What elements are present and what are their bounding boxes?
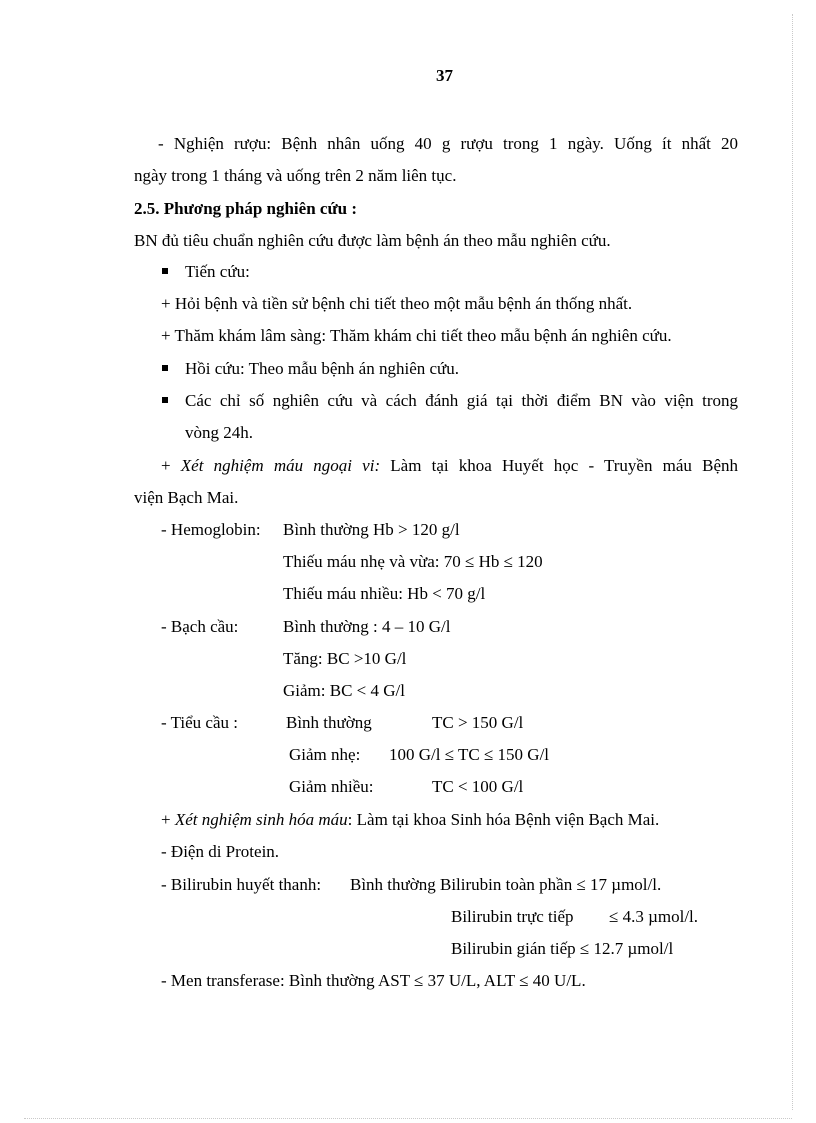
- bullet-square-icon: [162, 397, 168, 403]
- bullet-chi-so-line2: vòng 24h.: [185, 423, 253, 442]
- hemoglobin-row2: Thiếu máu nhẹ và vừa: 70 ≤ Hb ≤ 120: [283, 552, 543, 571]
- men-transferase: - Men transferase: Bình thường AST ≤ 37 U/L, ALT ≤ 40 U/L.: [161, 971, 586, 990]
- bilirubin-row3: Bilirubin gián tiếp ≤ 12.7 µmol/l: [451, 939, 674, 958]
- bullet-chi-so-line1: Các chỉ số nghiên cứu và cách đánh giá tại thời điểm BN vào viện trong: [185, 391, 738, 410]
- hemoglobin-row3: Thiếu máu nhiều: Hb < 70 g/l: [283, 584, 486, 603]
- page-frame-right: [792, 14, 793, 1110]
- bach-cau-label: - Bạch cầu:: [161, 617, 239, 636]
- tieu-cau-row2-value: 100 G/l ≤ TC ≤ 150 G/l: [389, 745, 550, 764]
- page-frame-bottom: [24, 1118, 792, 1119]
- xn-mau-label: Xét nghiệm máu ngoại vi:: [180, 456, 381, 475]
- dien-di-protein: - Điện di Protein.: [161, 842, 280, 861]
- bilirubin-row2-value: ≤ 4.3 µmol/l.: [609, 907, 699, 926]
- tieu-cau-row2-label: Giảm nhẹ:: [289, 745, 361, 764]
- bilirubin-row2-label: Bilirubin trực tiếp: [451, 907, 574, 926]
- xn-sinh-hoa-prefix: +: [161, 810, 175, 829]
- xn-mau-line1: [161, 456, 738, 476]
- tien-cuu-sub1: + Hỏi bệnh và tiền sử bệnh chi tiết theo một mẫu bệnh án thống nhất.: [161, 294, 633, 313]
- xn-mau-line2: viện Bạch Mai.: [134, 488, 239, 507]
- bilirubin-label: - Bilirubin huyết thanh:: [161, 875, 322, 894]
- hemoglobin-label: - Hemoglobin:: [161, 520, 261, 539]
- bullet-square-icon: [162, 365, 168, 371]
- bach-cau-row1: Bình thường : 4 – 10 G/l: [283, 617, 451, 636]
- tieu-cau-label: - Tiểu cầu :: [161, 713, 238, 732]
- bilirubin-row1: Bình thường Bilirubin toàn phần ≤ 17 µmol/l.: [350, 875, 662, 894]
- bullet-hoi-cuu: Hồi cứu: Theo mẫu bệnh án nghiên cứu.: [185, 359, 459, 378]
- xn-sinh-hoa-rest: : Làm tại khoa Sinh hóa Bệnh viện Bạch Mai.: [347, 810, 660, 829]
- xn-mau-rest: Làm tại khoa Huyết học - Truyền máu Bệnh: [380, 456, 738, 475]
- tieu-cau-row3-label: Giảm nhiều:: [289, 777, 374, 796]
- xn-mau-prefix: +: [161, 456, 181, 475]
- hemoglobin-row1: Bình thường Hb > 120 g/l: [283, 520, 460, 539]
- bullet-square-icon: [162, 268, 168, 274]
- tieu-cau-row3-value: TC < 100 G/l: [432, 777, 524, 796]
- xn-sinh-hoa-label: Xét nghiệm sinh hóa máu: [174, 810, 348, 829]
- intro-paragraph: BN đủ tiêu chuẩn nghiên cứu được làm bệnh án theo mẫu nghiên cứu.: [134, 231, 611, 250]
- tien-cuu-sub2: + Thăm khám lâm sàng: Thăm khám chi tiết theo mẫu bệnh án nghiên cứu.: [161, 326, 672, 345]
- bach-cau-row2: Tăng: BC >10 G/l: [283, 649, 407, 668]
- tieu-cau-row1-label: Bình thường: [286, 713, 372, 732]
- bullet-tien-cuu: Tiến cứu:: [185, 262, 250, 281]
- para-ruou-line2: ngày trong 1 tháng và uống trên 2 năm liên tục.: [134, 166, 457, 185]
- section-heading: 2.5. Phương pháp nghiên cứu :: [134, 199, 358, 218]
- xn-sinh-hoa-line: [161, 810, 659, 830]
- tieu-cau-row1-value: TC > 150 G/l: [432, 713, 524, 732]
- bach-cau-row3: Giảm: BC < 4 G/l: [283, 681, 405, 700]
- page-number: 37: [436, 66, 453, 85]
- para-ruou-line1: - Nghiện rượu: Bệnh nhân uống 40 g rượu trong 1 ngày. Uống ít nhất 20: [158, 134, 738, 153]
